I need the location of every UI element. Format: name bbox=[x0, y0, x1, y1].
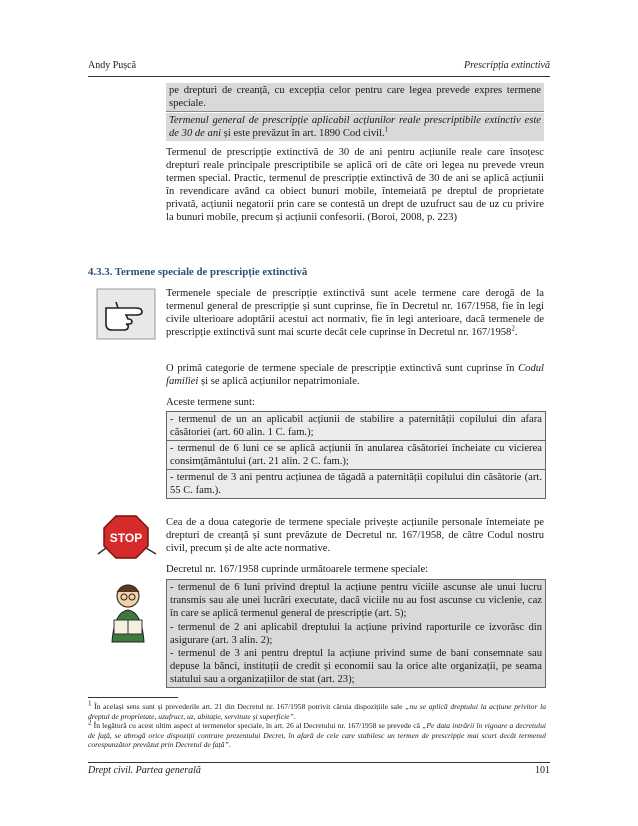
footnote-quote: „nu se aplică dreptului la acțiune privitor la dreptul de proprietate, uzufruct, uz, abitație, servitute și superficie” bbox=[88, 702, 546, 721]
footnote-2 bbox=[88, 718, 546, 750]
list-item: - termenul de 6 luni ce se aplică acțiunii în anularea căsătoriei încheiate cu vicierea consimțământului (art. 21 alin. 2 C. fam.); bbox=[167, 441, 545, 470]
block1-rest: și este prevăzut în art. 1890 Cod civil. bbox=[221, 128, 385, 139]
page-footer bbox=[88, 762, 550, 776]
para4: Cea de a doua categorie de termene speciale privește acțiunile personale întemeiate pe drepturi de creanță și sunt prevăzute de Decretul nr. 167/1958, de către Codul nostru civil, precum și de alte acte normative. bbox=[166, 517, 544, 554]
footnote-num: 1 bbox=[88, 699, 92, 708]
footer-title: Drept civil. Partea generală bbox=[88, 765, 201, 776]
footnote-end: . bbox=[228, 740, 231, 750]
para5: Decretul nr. 167/1958 cuprinde următoarele termene speciale: bbox=[166, 564, 429, 575]
footnote-text: În legătură cu acest ultim aspect al termenelor speciale, în art. 26 al Decretului nr. 167/1958 se prevede că bbox=[91, 721, 423, 731]
para1-end: . bbox=[514, 327, 518, 338]
block1-line-a: pe drepturi de creanță, cu excepția celor pentru care legea prevede expres termene speciale. bbox=[166, 83, 544, 112]
footnote-end: . bbox=[293, 711, 296, 721]
stop-sign-icon bbox=[94, 510, 164, 564]
list-item: - termenul de un an aplicabil acțiunii de stabilire a paternității copilului din afara căsătoriei (art. 60 alin. 1 C. fam.); bbox=[167, 412, 545, 441]
section-title: 4.3.3. Termene speciale de prescripție extinctivă bbox=[88, 266, 308, 278]
footnote-separator bbox=[88, 697, 178, 698]
para2-text-a: O primă categorie de termene speciale de prescripție extinctivă sunt cuprinse în bbox=[166, 363, 519, 374]
decree-terms-list bbox=[166, 579, 546, 688]
para2-italic: Codul familiei bbox=[166, 363, 544, 387]
header-section: Prescripția extinctivă bbox=[464, 60, 550, 71]
footnote-1 bbox=[88, 699, 546, 721]
para2-text-b: și se aplică acțiunilor nepatrimoniale. bbox=[198, 376, 360, 387]
special-terms-para1 bbox=[166, 287, 544, 339]
list-item: - termenul de 2 ani aplicabil dreptului la acțiune privind raporturile ce izvorăsc din asigurare (art. 3 alin. 2); bbox=[170, 622, 542, 646]
block2-paragraph: Termenul de prescripție extinctivă de 30 de ani pentru acțiunile reale care însoțesc drepturi reale principale prescriptibile se aplică ori de câte ori legea nu prevede vreun termen special. Practic, termenul de prescripție extinctivă de 30 de ani se aplică acțiunii în revendicare având ca obiect bunuri mobile, întemeiată pe dreptul de proprietate privată, acțiunii negatorii prin care se contestă un drept de uzufruct sau de uz cu privire la bunuri mobile, precum și acțiunii confesorii. (Boroi, 2008, p. 223) bbox=[166, 147, 544, 223]
footnote-text: În același sens sunt și prevederile art. 21 din Decretul nr. 167/1958 potrivit căruia dispozițiile sale bbox=[91, 702, 406, 711]
family-code-terms-list bbox=[166, 411, 546, 499]
pointing-hand-icon bbox=[96, 288, 156, 340]
para1-text: Termenele speciale de prescripție extinctivă sunt acele termene care derogă de la termenul general de prescripție și sunt cuprinse, fie în Decretul nr. 167/1958, fie în legi civile ulterioare adoptării acestui act normativ, fie în legi anterioare, dacă termenele de prescripție extinctivă sunt mai scurte decât cele cuprinse în Decretul nr. 167/1958 bbox=[166, 288, 544, 338]
reading-person-icon bbox=[100, 578, 156, 644]
para3: Aceste termene sunt: bbox=[166, 397, 255, 408]
footnote-quote: „Pe data intrării în vigoare a decretului de față, se abrogă orice dispoziții contrare prezentului Decret, în afară de cele care stabilesc un termen de prescripție mai scurt decât termenul corespunzător prevăzut prin Decretul de față” bbox=[88, 721, 546, 750]
footnote-ref-2: 2 bbox=[511, 324, 515, 333]
footnote-ref-1: 1 bbox=[384, 125, 389, 134]
special-terms-para2 bbox=[166, 362, 544, 388]
block1-line-b bbox=[166, 113, 544, 141]
block1-italic: Termenul general de prescripție aplicabil acțiunilor reale prescriptibile extinctiv este de 30 de ani bbox=[169, 115, 541, 139]
page-header bbox=[88, 58, 550, 77]
general-term-block bbox=[166, 83, 544, 141]
footnotes bbox=[88, 699, 546, 750]
footnote-num: 2 bbox=[88, 718, 92, 727]
list-item: - termenul de 6 luni privind dreptul la acțiune pentru viciile ascunse ale unui lucru transmis sau ale unei lucrări executate, dacă viciile nu au fost ascunse cu viclenie, caz în care se aplică termenul general de prescripție (art. 5); bbox=[170, 582, 542, 619]
stop-label: STOP bbox=[109, 531, 143, 545]
list-item: - termenul de 3 ani pentru dreptul la acțiune privind sume de bani consemnate sau depuse la bănci, instituții de credit și economii sau la orice alte organizații, pe seama statului sau a organizațiilor de stat (art. 23); bbox=[170, 648, 542, 685]
page-number: 101 bbox=[535, 765, 550, 776]
list-item: - termenul de 3 ani pentru acțiunea de tăgadă a paternității copilului din căsătorie (art. 55 C. fam.). bbox=[167, 470, 545, 499]
header-author: Andy Pușcă bbox=[88, 60, 137, 71]
